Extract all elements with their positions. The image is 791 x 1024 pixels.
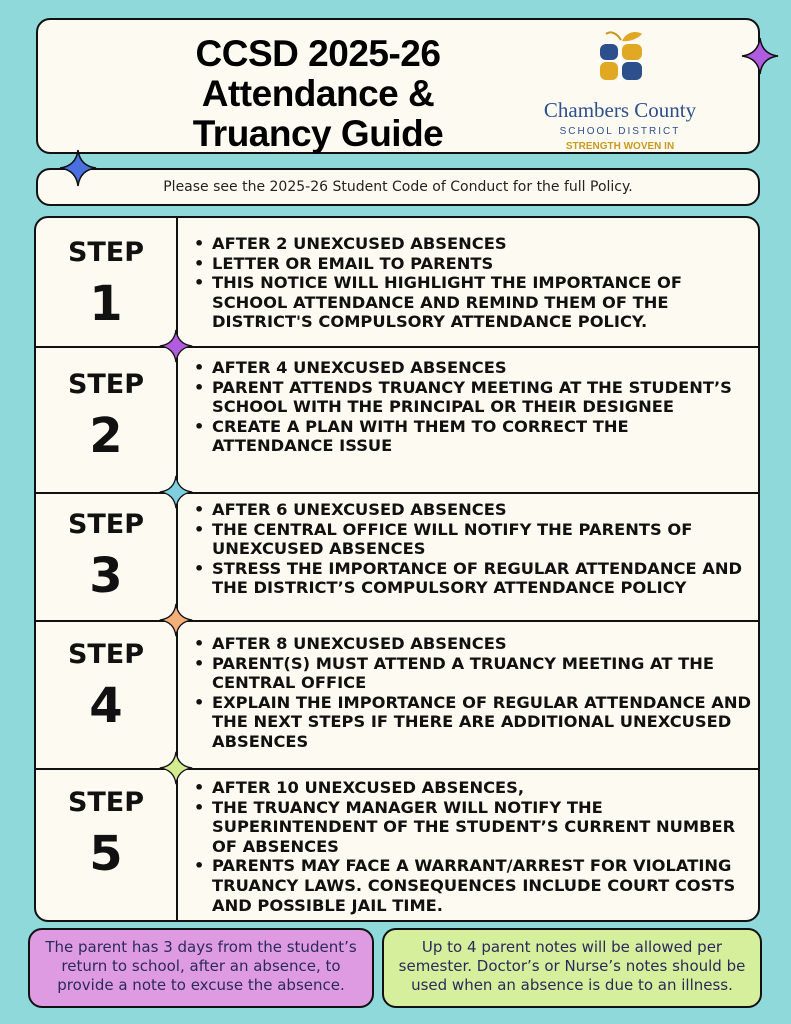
step-5-label xyxy=(36,788,176,882)
list-item: • CREATE A PLAN WITH THEM TO CORRECT THE ATTENDANCE ISSUE xyxy=(188,417,753,456)
title-line-2: Attendance & xyxy=(201,73,435,114)
note-parent-notes-limit: Up to 4 parent notes will be allowed per semester. Doctor’s or Nurse’s notes should be used when an absence is due to an illness. xyxy=(382,928,762,1008)
step-2-list xyxy=(188,358,753,456)
list-item: • THE TRUANCY MANAGER WILL NOTIFY THE SUPERINTENDENT OF THE STUDENT’S CURRENT NUMBER OF ABSENCES xyxy=(188,798,753,857)
step-number: 2 xyxy=(89,408,123,464)
list-item: • THE CENTRAL OFFICE WILL NOTIFY THE PARENTS OF UNEXCUSED ABSENCES xyxy=(188,520,753,559)
sparkle-icon xyxy=(740,36,780,76)
list-item: • AFTER 6 UNEXCUSED ABSENCES xyxy=(188,500,753,520)
title-line-1: CCSD 2025-26 xyxy=(195,33,441,74)
step-word: STEP xyxy=(67,639,145,670)
page-title xyxy=(118,34,518,154)
list-item: • PARENTS MAY FACE A WARRANT/ARREST FOR VIOLATING TRUANCY LAWS. CONSEQUENCES INCLUDE COURT COSTS AND POSSIBLE JAIL TIME. xyxy=(188,856,753,915)
step-4-list xyxy=(188,634,753,752)
step-5-list xyxy=(188,778,753,915)
row-divider xyxy=(36,620,758,622)
step-2-label xyxy=(36,370,176,464)
list-item: • PARENT ATTENDS TRUANCY MEETING AT THE STUDENT’S SCHOOL WITH THE PRINCIPAL OR THEIR DESIGNEE xyxy=(188,378,753,417)
list-item: • AFTER 2 UNEXCUSED ABSENCES xyxy=(188,234,753,254)
list-item: • EXPLAIN THE IMPORTANCE OF REGULAR ATTENDANCE AND THE NEXT STEPS IF THERE ARE ADDITIONAL UNEXCUSED ABSENCES xyxy=(188,693,753,752)
logo-tagline: STRENGTH WOVEN IN xyxy=(565,141,675,152)
note-excuse-deadline: The parent has 3 days from the student’s return to school, after an absence, to provide a note to excuse the absence. xyxy=(28,928,374,1008)
step-word: STEP xyxy=(67,787,145,818)
steps-panel xyxy=(34,216,760,922)
list-item: • LETTER OR EMAIL TO PARENTS xyxy=(188,254,753,274)
step-1-list xyxy=(188,234,753,332)
sparkle-icon xyxy=(158,328,194,364)
row-divider xyxy=(36,346,758,348)
list-item: • PARENT(S) MUST ATTEND A TRUANCY MEETING AT THE CENTRAL OFFICE xyxy=(188,654,753,693)
step-3-list xyxy=(188,500,753,598)
row-divider xyxy=(36,768,758,770)
list-item: • AFTER 4 UNEXCUSED ABSENCES xyxy=(188,358,753,378)
sparkle-icon xyxy=(158,474,194,510)
step-4-label xyxy=(36,640,176,734)
sparkle-icon xyxy=(158,602,194,638)
column-divider xyxy=(176,218,178,920)
step-word: STEP xyxy=(67,237,145,268)
step-number: 5 xyxy=(89,826,123,882)
district-logo xyxy=(500,28,740,152)
list-item: • STRESS THE IMPORTANCE OF REGULAR ATTENDANCE AND THE DISTRICT’S COMPULSORY ATTENDANCE POLICY xyxy=(188,559,753,598)
sparkle-icon xyxy=(158,750,194,786)
title-line-3: Truancy Guide xyxy=(192,113,444,154)
sparkle-icon xyxy=(58,148,98,188)
step-3-label xyxy=(36,510,176,604)
step-word: STEP xyxy=(67,369,145,400)
step-1-label xyxy=(36,238,176,332)
list-item: • AFTER 8 UNEXCUSED ABSENCES xyxy=(188,634,753,654)
list-item: • AFTER 10 UNEXCUSED ABSENCES, xyxy=(188,778,753,798)
step-number: 1 xyxy=(89,276,123,332)
list-item: • THIS NOTICE WILL HIGHLIGHT THE IMPORTANCE OF SCHOOL ATTENDANCE AND REMIND THEM OF THE DISTRICT'S COMPULSORY ATTENDANCE POLICY. xyxy=(188,273,753,332)
step-number: 4 xyxy=(89,678,123,734)
apple-logo-icon xyxy=(592,28,650,86)
header-card xyxy=(36,18,760,154)
logo-subtitle: SCHOOL DISTRICT xyxy=(559,126,681,137)
step-word: STEP xyxy=(67,509,145,540)
row-divider xyxy=(36,492,758,494)
step-number: 3 xyxy=(89,548,123,604)
logo-name: Chambers County xyxy=(543,98,697,122)
policy-notice: Please see the 2025-26 Student Code of Conduct for the full Policy. xyxy=(36,168,760,206)
